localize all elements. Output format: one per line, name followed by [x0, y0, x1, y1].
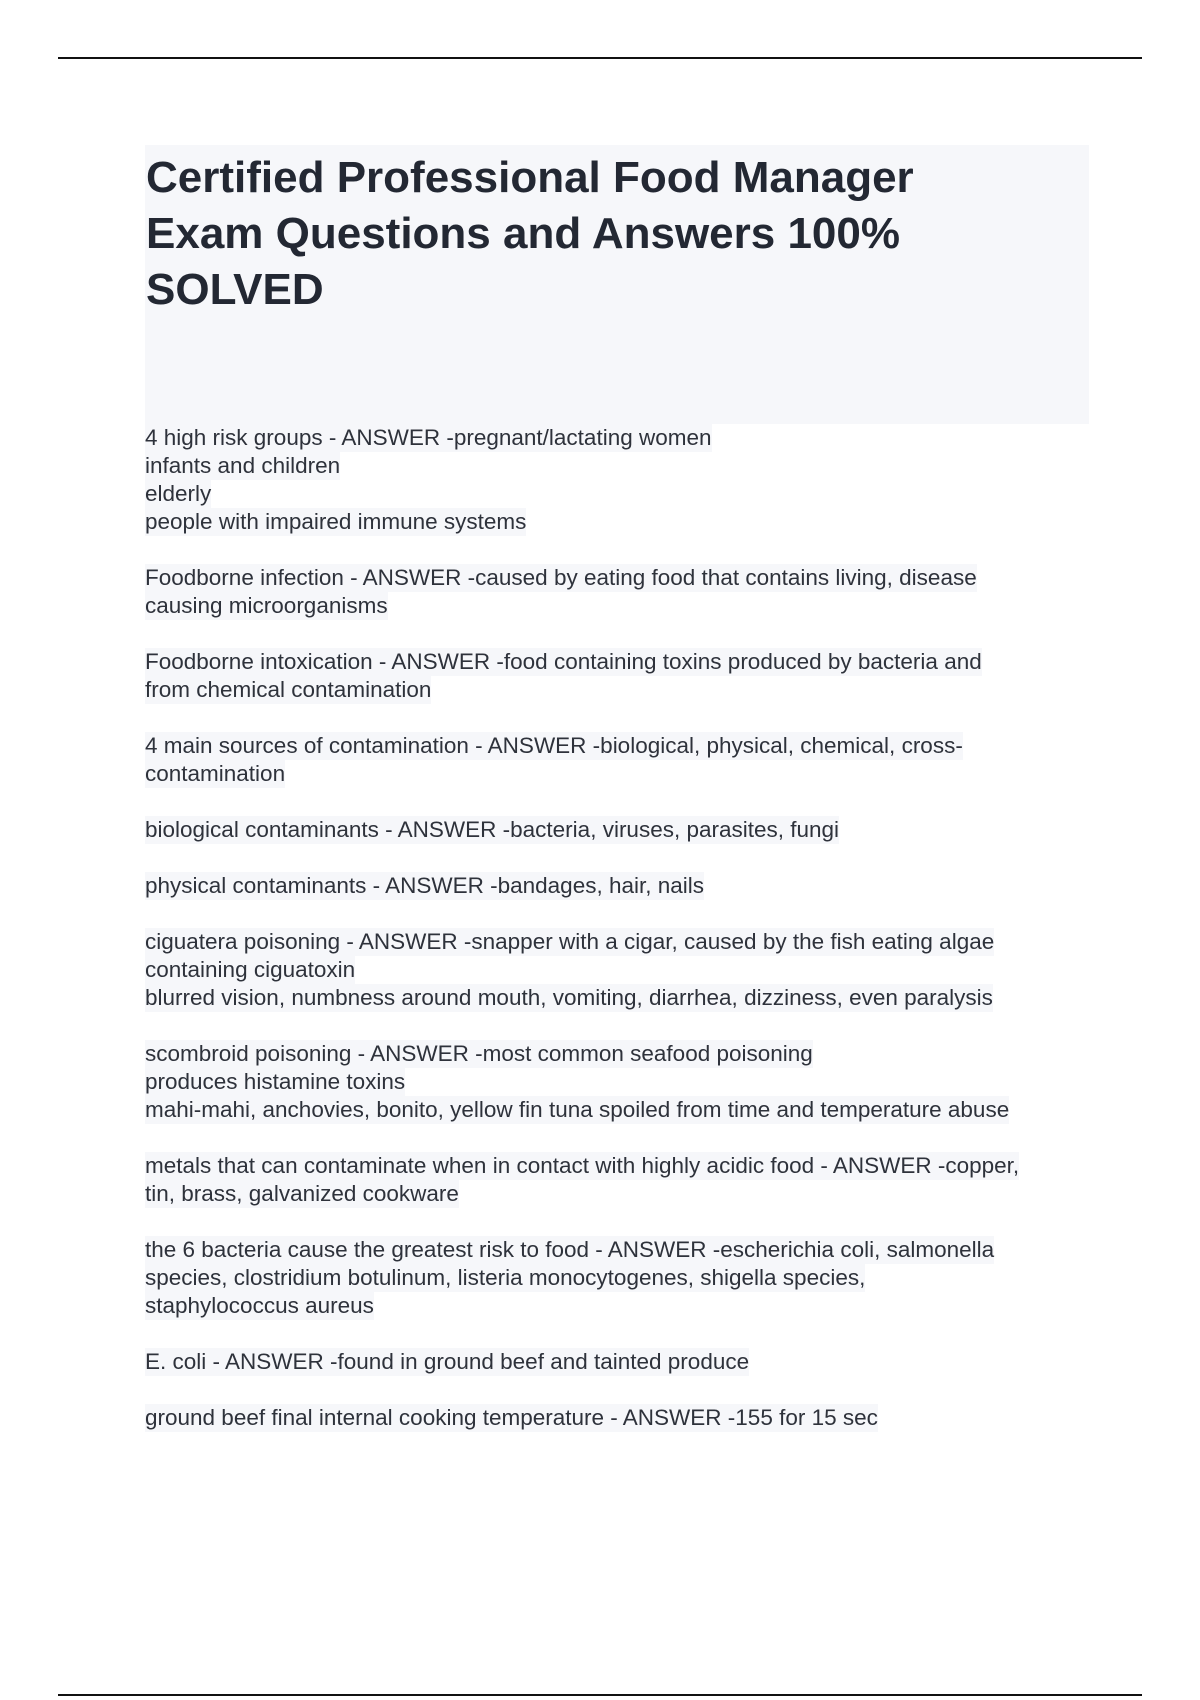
- bottom-rule: [58, 1694, 1142, 1696]
- qa-line: 4 high risk groups - ANSWER -pregnant/lactating women: [145, 425, 712, 450]
- qa-line: infants and children: [145, 453, 341, 478]
- qa-line: tin, brass, galvanized cookware: [145, 1181, 459, 1206]
- qa-line-row: [145, 1152, 1095, 1180]
- qa-line: ciguatera poisoning - ANSWER -snapper with a cigar, caused by the fish eating algae: [145, 929, 995, 954]
- qa-line-row: [145, 1040, 1095, 1068]
- qa-line-row: [145, 452, 1095, 480]
- document-title: [145, 145, 1089, 318]
- qa-line-row: [145, 1292, 1095, 1320]
- qa-line-row: [145, 592, 1095, 620]
- qa-entry: [145, 564, 1095, 620]
- qa-line-row: [145, 760, 1095, 788]
- qa-entry: [145, 1236, 1095, 1320]
- qa-entry: [145, 816, 1095, 844]
- qa-line-row: [145, 508, 1095, 536]
- qa-line-row: [145, 928, 1095, 956]
- title-line: Certified Professional Food Manager: [146, 153, 914, 202]
- qa-line: mahi-mahi, anchovies, bonito, yellow fin tuna spoiled from time and temperature abuse: [145, 1097, 1010, 1122]
- qa-line: causing microorganisms: [145, 593, 388, 618]
- qa-line-row: [145, 648, 1095, 676]
- qa-entry: [145, 732, 1095, 788]
- qa-line-row: [145, 1264, 1095, 1292]
- qa-line: ground beef final internal cooking temperature - ANSWER -155 for 15 sec: [145, 1405, 878, 1430]
- qa-line-row: [145, 564, 1095, 592]
- qa-entry: [145, 424, 1095, 536]
- qa-line: elderly: [145, 481, 212, 506]
- qa-line-row: [145, 480, 1095, 508]
- qa-line: containing ciguatoxin: [145, 957, 356, 982]
- qa-line: E. coli - ANSWER -found in ground beef and tainted produce: [145, 1349, 750, 1374]
- qa-line-row: [145, 732, 1095, 760]
- qa-line: blurred vision, numbness around mouth, vomiting, diarrhea, dizziness, even paralysis: [145, 985, 993, 1010]
- qa-line: species, clostridium botulinum, listeria monocytogenes, shigella species,: [145, 1265, 866, 1290]
- qa-line-row: [145, 816, 1095, 844]
- qa-line-row: [145, 872, 1095, 900]
- qa-line: Foodborne infection - ANSWER -caused by eating food that contains living, disease: [145, 565, 977, 590]
- qa-line-row: [145, 1236, 1095, 1264]
- top-rule: [58, 57, 1142, 59]
- qa-line: 4 main sources of contamination - ANSWER -biological, physical, chemical, cross-: [145, 733, 963, 758]
- qa-line: the 6 bacteria cause the greatest risk to food - ANSWER -escherichia coli, salmonella: [145, 1237, 995, 1262]
- qa-line: people with impaired immune systems: [145, 509, 527, 534]
- qa-line-row: [145, 956, 1095, 984]
- qa-line-row: [145, 676, 1095, 704]
- qa-line: produces histamine toxins: [145, 1069, 406, 1094]
- title-line: SOLVED: [146, 265, 324, 314]
- qa-line-row: [145, 1180, 1095, 1208]
- qa-line: Foodborne intoxication - ANSWER -food containing toxins produced by bacteria and: [145, 649, 982, 674]
- qa-entry: [145, 1348, 1095, 1376]
- qa-line-row: [145, 1068, 1095, 1096]
- qa-line-row: [145, 424, 1095, 452]
- qa-entry: [145, 1040, 1095, 1124]
- qa-line: biological contaminants - ANSWER -bacteria, viruses, parasites, fungi: [145, 817, 840, 842]
- qa-entry: [145, 1404, 1095, 1432]
- qa-line: staphylococcus aureus: [145, 1293, 374, 1318]
- qa-entry: [145, 928, 1095, 1012]
- title-block: [145, 145, 1089, 424]
- qa-line-row: [145, 984, 1095, 1012]
- qa-line: physical contaminants - ANSWER -bandages, hair, nails: [145, 873, 705, 898]
- qa-line-row: [145, 1404, 1095, 1432]
- qa-entry: [145, 1152, 1095, 1208]
- qa-line: contamination: [145, 761, 286, 786]
- qa-entry: [145, 872, 1095, 900]
- qa-line: from chemical contamination: [145, 677, 432, 702]
- qa-line-row: [145, 1096, 1095, 1124]
- qa-list: [145, 424, 1095, 1460]
- qa-line: metals that can contaminate when in contact with highly acidic food - ANSWER -copper,: [145, 1153, 1020, 1178]
- title-line: Exam Questions and Answers 100%: [146, 209, 900, 258]
- qa-entry: [145, 648, 1095, 704]
- qa-line-row: [145, 1348, 1095, 1376]
- qa-line: scombroid poisoning - ANSWER -most common seafood poisoning: [145, 1041, 813, 1066]
